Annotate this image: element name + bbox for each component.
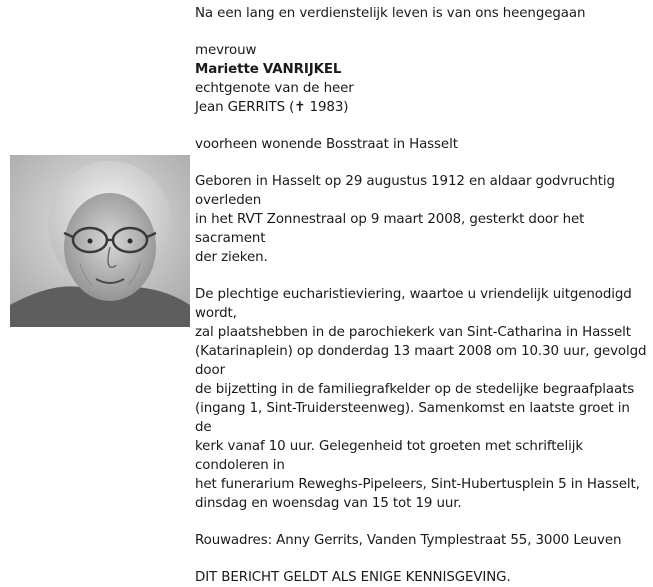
title-line: mevrouw xyxy=(195,43,257,58)
mourning-address: Rouwadres: Anny Gerrits, Vanden Tymplestraat 55, 3000 Leuven xyxy=(195,533,622,548)
first-name: Mariette xyxy=(195,62,259,77)
intro-line: Na een lang en verdienstelijk leven is van ons heengegaan xyxy=(195,6,586,21)
last-name: VANRIJKEL xyxy=(262,62,342,77)
spouse-line: Jean GERRITS (✝ 1983) xyxy=(195,100,349,115)
portrait-photo xyxy=(10,155,190,327)
ceremony-paragraph: De plechtige eucharistieviering, waartoe u vriendelijk uitgenodigd wordt, zal plaatshebben in de parochiekerk van Sint-Catharina in Hasselt (Katarinaplein) op donderdag 13 maart 2008 om 10.30 uur, gevolgd door de bijzetting in de familiegrafkelder op de stedelijke begraafplaats (ingang 1, Sint-Truidersteenweg). Samenkomst en laatste groet in de kerk vanaf 10 uur. Gelegenheid tot groeten met schriftelijk condoleren in het funerarium Reweghs-Pipeleers, Sint-Hubertusplein 5 in Hasselt, dinsdag en woensdag van 15 tot 19 uur. xyxy=(195,287,647,511)
residence-line: voorheen wonende Bosstraat in Hasselt xyxy=(195,137,458,152)
deceased-name xyxy=(195,60,647,79)
notice-text xyxy=(195,4,647,587)
relation-line: echtgenote van de heer xyxy=(195,81,354,96)
birth-death-paragraph: Geboren in Hasselt op 29 augustus 1912 en aldaar godvruchtig overleden in het RVT Zonnestraal op 9 maart 2008, gesterkt door het sacrament der zieken. xyxy=(195,174,615,265)
closing-line: DIT BERICHT GELDT ALS ENIGE KENNISGEVING. xyxy=(195,570,511,585)
